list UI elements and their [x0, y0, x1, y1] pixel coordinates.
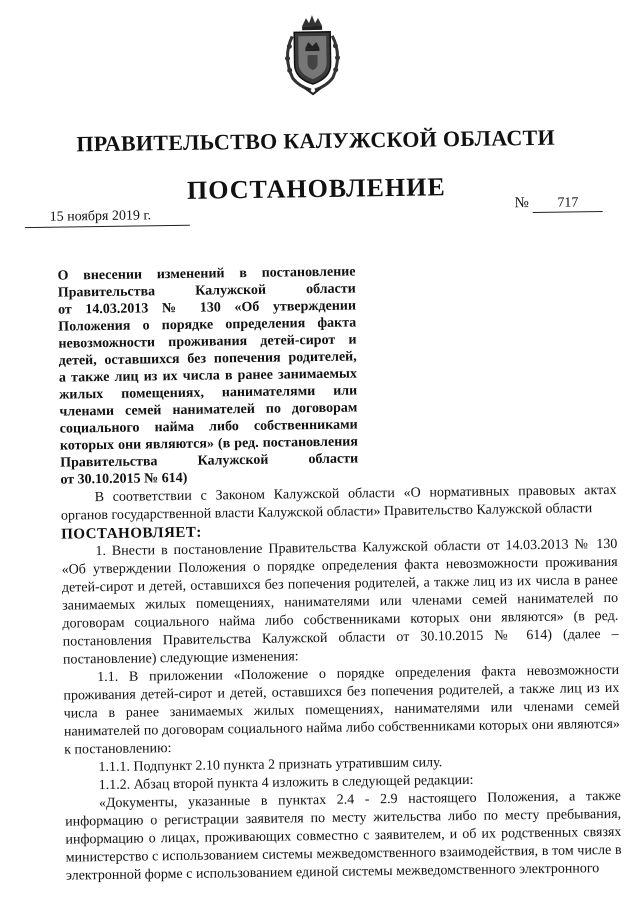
- subject-line: социального найма либо собственниками: [59, 417, 358, 437]
- paragraph-1-1: 1.1. В приложении «Положение о порядке определения факта невозможности проживания детей-сирот и детей, оставшихся без попечения родителей, а также лиц из их числа в ранее занимаемых жилых помещениях, нанимателями или членами семей нанимателей по договорам социального найма либо собственниками которых они являются» к постановлению:: [63, 662, 620, 758]
- subject-line: детей, оставшихся без попечения родителей,: [58, 349, 357, 369]
- organization-title: ПРАВИТЕЛЬСТВО КАЛУЖСКОЙ ОБЛАСТИ: [76, 124, 556, 157]
- subject-line: Правительства Калужской области: [60, 451, 359, 471]
- document-date: 15 ноября 2019 г.: [25, 208, 190, 228]
- paragraph-1: 1. Внести в постановление Правительства Калужской области от 14.03.2013 № 130 «Об утверждении Положения о порядке определения факта невозможности проживания детей-сирот и детей, оставшихся без попечения родителей, а также лиц из их числа в ранее занимаемых жилых помещениях, нанимателями или членами семей нанимателей по договорам социального найма либо собственниками которых они являются» (в ред. постановления Правительства Калужской области от 30.10.2015 № 614) (далее – постановление) следующие изменения:: [61, 536, 619, 668]
- document-body: [61, 482, 622, 886]
- quoted-paragraph: «Документы, указанные в пунктах 2.4 - 2.9 настоящего Положения, а также информацию о регистрации заявителя по месту жительства либо по месту пребывания, информацию о лицах, проживающих совместно с заявителем, и об их родственных связях министерство с использованием системы межведомственного взаимодействия, в том числе в электронной форме с использованием единой системы межведомственного электронного: [65, 788, 622, 884]
- subject-line: жилых помещениях, нанимателями или: [59, 383, 358, 403]
- number-value: 717: [533, 195, 603, 213]
- resolves-heading: ПОСТАНОВЛЯЕТ:: [61, 524, 202, 543]
- document-type-title: ПОСТАНОВЛЕНИЕ: [186, 172, 446, 205]
- subject-line: от 30.10.2015 № 614): [60, 470, 188, 488]
- number-label: №: [514, 195, 529, 212]
- subject-line: О внесении изменений в постановление: [57, 264, 356, 284]
- intro-paragraph: В соответствии с Законом Калужской области «О нормативных правовых актах органов государственной власти Калужской области» Правительство Калужской области: [60, 482, 617, 524]
- subject-line: невозможности проживания детей-сирот и: [58, 332, 357, 352]
- subject-line: а также лиц из их числа в ранее занимаемых: [58, 366, 358, 386]
- subject-line: от 14.03.2013 № 130 «Об утверждении: [57, 298, 357, 318]
- paragraph-1-1-1: 1.1.1. Подпункт 2.10 пункта 2 признать утратившим силу.: [98, 755, 443, 776]
- subject-line: Положения о порядке определения факта: [58, 315, 357, 335]
- coat-of-arms-emblem: [280, 12, 345, 97]
- subject-block: [57, 263, 358, 488]
- subject-line: членами семей нанимателей по договорам: [59, 400, 358, 420]
- subject-line: которых они являются» (в ред. постановления: [59, 434, 358, 454]
- document-number: [514, 194, 603, 213]
- subject-line: Правительства Калужской области: [57, 281, 356, 301]
- paragraph-1-1-2: 1.1.2. Абзац второй пункта 4 изложить в следующей редакции:: [98, 772, 474, 794]
